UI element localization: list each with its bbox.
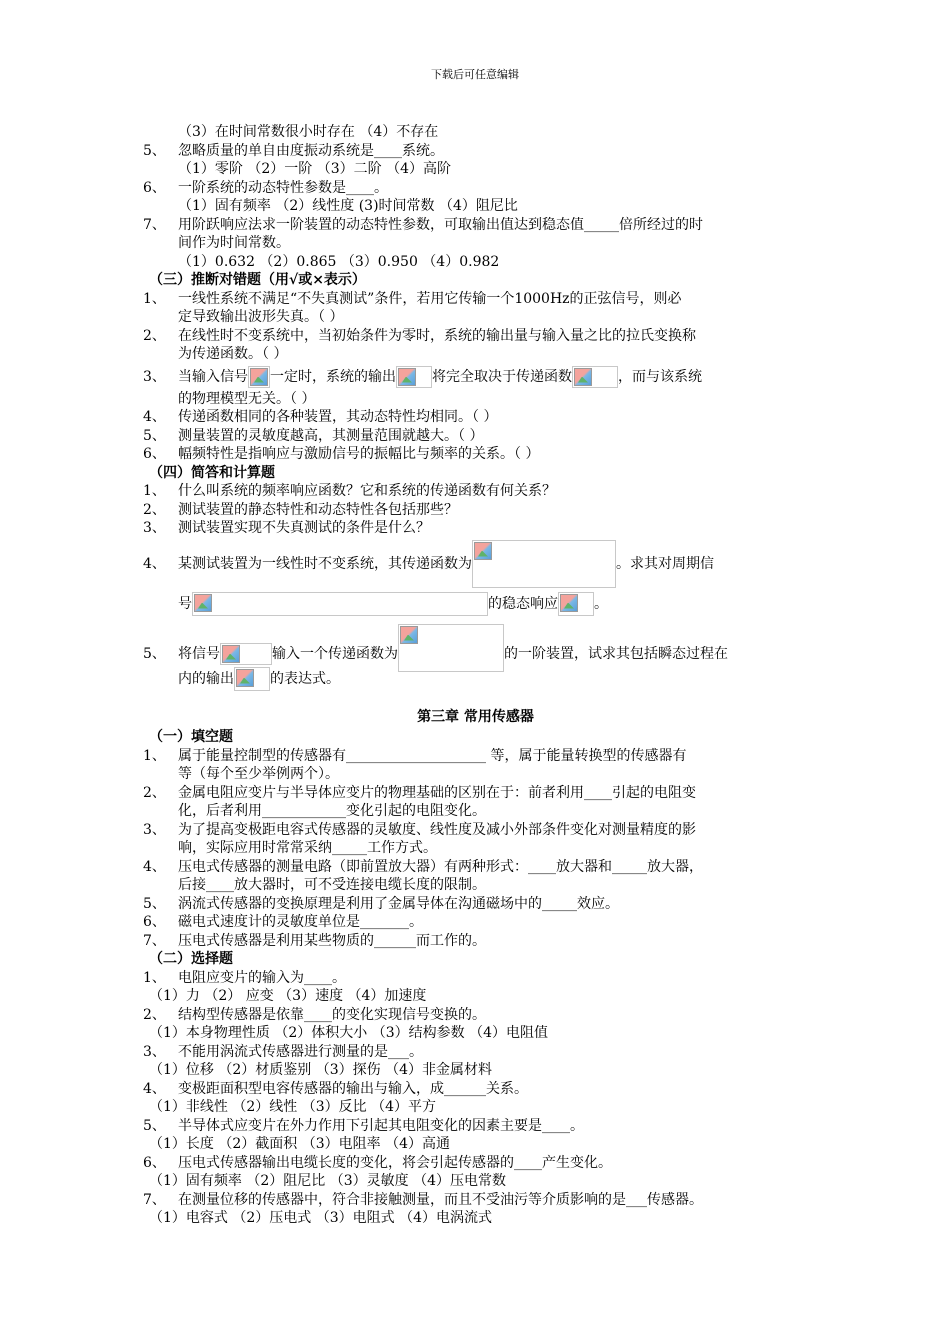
line-text: 压电式传感器是利用某些物质的______而工作的。 — [178, 932, 486, 949]
question-number: 5、 — [143, 1117, 166, 1134]
line-text: （二）选择题 — [149, 951, 233, 967]
line-text: 一阶系统的动态特性参数是____。 — [178, 179, 388, 196]
line-text: 传递函数相同的各种装置，其动态特性均相同。（ ） — [178, 409, 498, 425]
line-text: （1）电容式 （2）压电式 （3）电阻式 （4）电涡流式 — [149, 1210, 492, 1226]
line-text: 压电式传感器的测量电路（即前置放大器）有两种形式：____放大器和_____放大器， — [178, 858, 703, 875]
text-line — [143, 345, 808, 364]
line-text: （一）填空题 — [149, 729, 233, 745]
text-line — [143, 1006, 808, 1025]
line-text: 定导致输出波形失真。（ ） — [178, 309, 344, 325]
text-line — [143, 160, 808, 179]
formula-image-transfer — [572, 366, 618, 388]
text-line — [143, 308, 808, 327]
line-text: 为传递函数。（ ） — [178, 346, 288, 362]
text-line — [143, 427, 808, 446]
text-line — [143, 858, 808, 877]
formula-image-first-order-transfer — [398, 624, 504, 672]
section-heading — [143, 464, 808, 483]
formula-image-output-expression — [234, 667, 270, 691]
line-text: 等（每个至少举例两个）。 — [178, 766, 339, 782]
line-text: 压电式传感器输出电缆长度的变化，将会引起传感器的____产生变化。 — [178, 1154, 612, 1171]
line-text: 半导体式应变片在外力作用下引起其电阻变化的因素主要是____。 — [178, 1117, 584, 1134]
question-number: 2、 — [143, 327, 166, 344]
question-number: 1、 — [143, 969, 166, 986]
question-number: 7、 — [143, 932, 166, 949]
question-number: 7、 — [143, 216, 166, 233]
question-number: 3、 — [143, 368, 166, 385]
calc-q5-line1: 5、 将信号 输入一个传递函数为 的一阶装置，试求其包括瞬态过程在 — [143, 624, 808, 664]
line-text: 的物理模型无关。（ ） — [178, 390, 316, 407]
question-number: 1、 — [143, 290, 166, 307]
text-line — [143, 1117, 808, 1136]
line-text: 测量装置的灵敏度越高，其测量范围就越大。（ ） — [178, 427, 484, 444]
line-text: 一线性系统不满足“不失真测试”条件，若用它传输一个1000Hz的正弦信号，则必 — [178, 290, 682, 307]
text-line — [143, 969, 808, 988]
line-text: 金属电阻应变片与半导体应变片的物理基础的区别在于：前者利用____引起的电阻变 — [178, 784, 696, 801]
line-text: 后接____放大器时，可不受连接电缆长度的限制。 — [178, 877, 486, 893]
line-text: 间作为时间常数。 — [178, 235, 290, 251]
question-number: 6、 — [143, 1154, 166, 1171]
text-line — [143, 765, 808, 784]
line-text: （1）零阶 （2）一阶 （3）二阶 （4）高阶 — [178, 161, 451, 177]
line-text: 响，实际应用时常常采纳_____工作方式。 — [178, 840, 437, 856]
question-number: 4、 — [143, 409, 166, 425]
text-line — [143, 839, 808, 858]
question-number: 4、 — [143, 1080, 166, 1097]
text-line — [143, 932, 808, 951]
text-line — [143, 913, 808, 932]
line-text: （1）0.632 （2）0.865 （3）0.950 （4）0.982 — [178, 253, 500, 270]
line-text: 测试装置实现不失真测试的条件是什么？ — [178, 520, 430, 536]
question-number: 2、 — [143, 784, 166, 801]
question-number: 5、 — [143, 427, 166, 444]
text-line — [143, 987, 808, 1006]
section-chapter3 — [143, 728, 808, 1228]
line-text: 不能用涡流式传感器进行测量的是___。 — [178, 1043, 423, 1060]
section-judge-and-calc — [143, 390, 808, 538]
line-text: （1）长度 （2）截面积 （3）电阻率 （4）高通 — [149, 1136, 450, 1152]
question-number: 2、 — [143, 501, 166, 518]
text-line — [143, 482, 808, 501]
text-line — [143, 821, 808, 840]
calc-q5-line2: 内的输出 的表达式。 — [143, 664, 808, 694]
text-line — [143, 290, 808, 309]
text-line — [143, 1154, 808, 1173]
section-choice-continued — [143, 123, 808, 364]
text-line — [143, 327, 808, 346]
line-text: 幅频特性是指响应与激励信号的振幅比与频率的关系。（ ） — [178, 446, 540, 462]
calc-q4-line1: 4、 某测试装置为一线性时不变系统，其传递函数为 。求其对周期信 — [143, 538, 808, 590]
text-line — [143, 123, 808, 142]
line-text: 在线性时不变系统中，当初始条件为零时，系统的输出量与输入量之比的拉氏变换称 — [178, 327, 696, 344]
text-line — [143, 802, 808, 821]
line-text: 电阻应变片的输入为____。 — [178, 969, 346, 986]
text-line — [143, 1191, 808, 1210]
text-line — [143, 1172, 808, 1191]
line-text: （1）固有频率 （2）线性度 (3)时间常数 （4）阻尼比 — [178, 198, 518, 214]
question-number: 5、 — [143, 645, 166, 662]
line-text: 属于能量控制型的传感器有____________________ 等，属于能量转换型的传感器有 — [178, 747, 687, 764]
text-line — [143, 895, 808, 914]
section-heading — [143, 728, 808, 747]
question-number: 3、 — [143, 821, 166, 838]
text-line — [143, 784, 808, 803]
question-number: 7、 — [143, 1191, 166, 1208]
text-line — [143, 1209, 808, 1228]
formula-image-output — [396, 366, 432, 388]
line-text: （四）简答和计算题 — [149, 464, 275, 481]
line-text: 磁电式速度计的灵敏度单位是_______。 — [178, 914, 423, 930]
text-line — [143, 408, 808, 427]
text-line — [143, 876, 808, 895]
line-text: 涡流式传感器的变换原理是利用了金属导体在沟通磁场中的_____效应。 — [178, 895, 619, 912]
text-line — [143, 1135, 808, 1154]
line-text: （三）推断对错题（用√或×表示） — [149, 272, 366, 288]
judge-q3-line: 3、 当输入信号 一定时，系统的输出 将完全取决于传递函数 ，而与该系统 — [143, 364, 808, 390]
line-text: 什么叫系统的频率响应函数？它和系统的传递函数有何关系？ — [178, 483, 556, 499]
document-body — [143, 123, 808, 1228]
section-heading — [143, 950, 808, 969]
text-line — [143, 501, 808, 520]
text-line — [143, 197, 808, 216]
formula-image-signal — [220, 643, 272, 665]
question-number: 5、 — [143, 895, 166, 912]
question-number: 5、 — [143, 142, 166, 159]
text-line — [143, 1043, 808, 1062]
formula-image-input — [248, 366, 270, 388]
line-text: 忽略质量的单自由度振动系统是____系统。 — [178, 142, 444, 159]
question-number: 3、 — [143, 1043, 166, 1060]
chapter-title: 第三章 常用传感器 — [417, 708, 534, 725]
question-number: 1、 — [143, 483, 166, 499]
line-text: 结构型传感器是依靠____的变化实现信号变换的。 — [178, 1006, 486, 1023]
question-number: 4、 — [143, 555, 166, 572]
text-line — [143, 142, 808, 161]
question-number: 2、 — [143, 1006, 166, 1023]
section-heading — [143, 271, 808, 290]
text-line — [143, 519, 808, 538]
text-line — [143, 1098, 808, 1117]
line-text: （1）固有频率 （2）阻尼比 （3）灵敏度 （4）压电常数 — [149, 1173, 506, 1189]
line-text: （3）在时间常数很小时存在 （4）不存在 — [178, 124, 439, 140]
text-line — [143, 234, 808, 253]
text-line — [143, 1080, 808, 1099]
text-line — [143, 179, 808, 198]
line-text: （1）非线性 （2）线性 （3）反比 （4）平方 — [149, 1099, 436, 1115]
text-line — [143, 445, 808, 464]
question-number: 1、 — [143, 747, 166, 764]
page-header: 下载后可任意编辑 — [431, 68, 519, 81]
formula-image-periodic-signal — [192, 592, 488, 616]
line-text: 为了提高变极距电容式传感器的灵敏度、线性度及减小外部条件变化对测量精度的影 — [178, 821, 696, 838]
text-line — [143, 1061, 808, 1080]
text-line — [143, 390, 808, 409]
line-text: 化，后者利用____________变化引起的电阻变化。 — [178, 803, 486, 819]
line-text: （1）力 （2） 应变 （3）速度 （4）加速度 — [149, 988, 427, 1004]
question-number: 6、 — [143, 914, 166, 930]
question-number: 4、 — [143, 858, 166, 875]
text-line — [143, 216, 808, 235]
question-number: 6、 — [143, 446, 166, 462]
question-number: 3、 — [143, 520, 166, 536]
line-text: 测试装置的静态特性和动态特性各包括那些？ — [178, 501, 458, 518]
line-text: （1）本身物理性质 （2）体积大小 （3）结构参数 （4）电阻值 — [149, 1025, 548, 1041]
calc-q4-line2: 号 的稳态响应 。 — [143, 590, 808, 618]
formula-image-transfer-function — [472, 540, 616, 588]
line-text: （1）位移 （2）材质鉴别 （3）探伤 （4）非金属材料 — [149, 1062, 492, 1078]
question-number: 6、 — [143, 179, 166, 196]
text-line — [143, 747, 808, 766]
text-line — [143, 1024, 808, 1043]
text-line — [143, 253, 808, 272]
formula-image-steady-response — [558, 592, 594, 616]
line-text: 变极距面积型电容传感器的输出与输入，成______关系。 — [178, 1080, 528, 1097]
line-text: 在测量位移的传感器中，符合非接触测量，而且不受油污等介质影响的是___传感器。 — [178, 1191, 703, 1208]
line-text: 用阶跃响应法求一阶装置的动态特性参数，可取输出值达到稳态值_____倍所经过的时 — [178, 216, 703, 233]
